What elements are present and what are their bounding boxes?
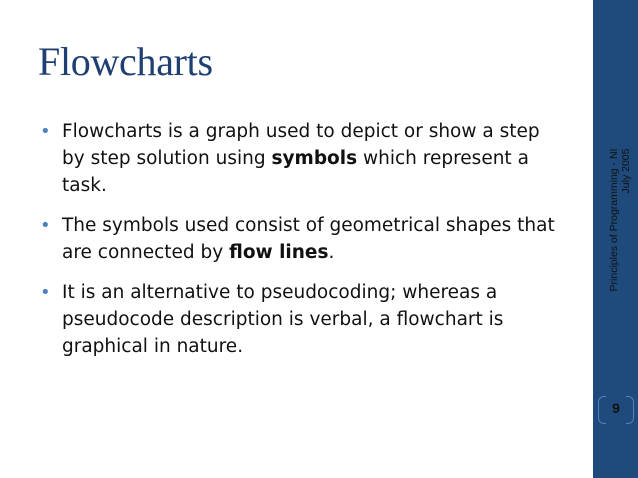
footer-course-label: Principles of Programming - NI (608, 148, 620, 292)
bullet-text: It is an alternative to pseudocoding; whereas a pseudocode description is verbal, a flowchart is graphical in nature. (62, 282, 504, 357)
bullet-text: . (328, 242, 335, 263)
bullet-item (40, 279, 560, 360)
bullet-list (40, 118, 560, 373)
bullet-dot-icon: • (40, 121, 51, 142)
bullet-text: which represent a task. (62, 148, 529, 196)
bullet-item (40, 118, 560, 199)
slide-title: Flowcharts (38, 39, 213, 84)
page-number: 9 (612, 400, 620, 416)
bullet-dot-icon: • (40, 215, 51, 236)
bullet-text: The symbols used consist of geometrical shapes that are connected by (62, 215, 555, 263)
bullet-emphasis: flow lines (229, 242, 329, 263)
bullet-dot-icon: • (40, 282, 51, 303)
bullet-emphasis: symbols (271, 148, 358, 169)
page-number-box (598, 396, 634, 426)
footer-date-label: July 2005 (620, 148, 632, 194)
bullet-item (40, 212, 560, 266)
bullet-text: Flowcharts is a graph used to depict or show a step by step solution using (62, 121, 540, 169)
